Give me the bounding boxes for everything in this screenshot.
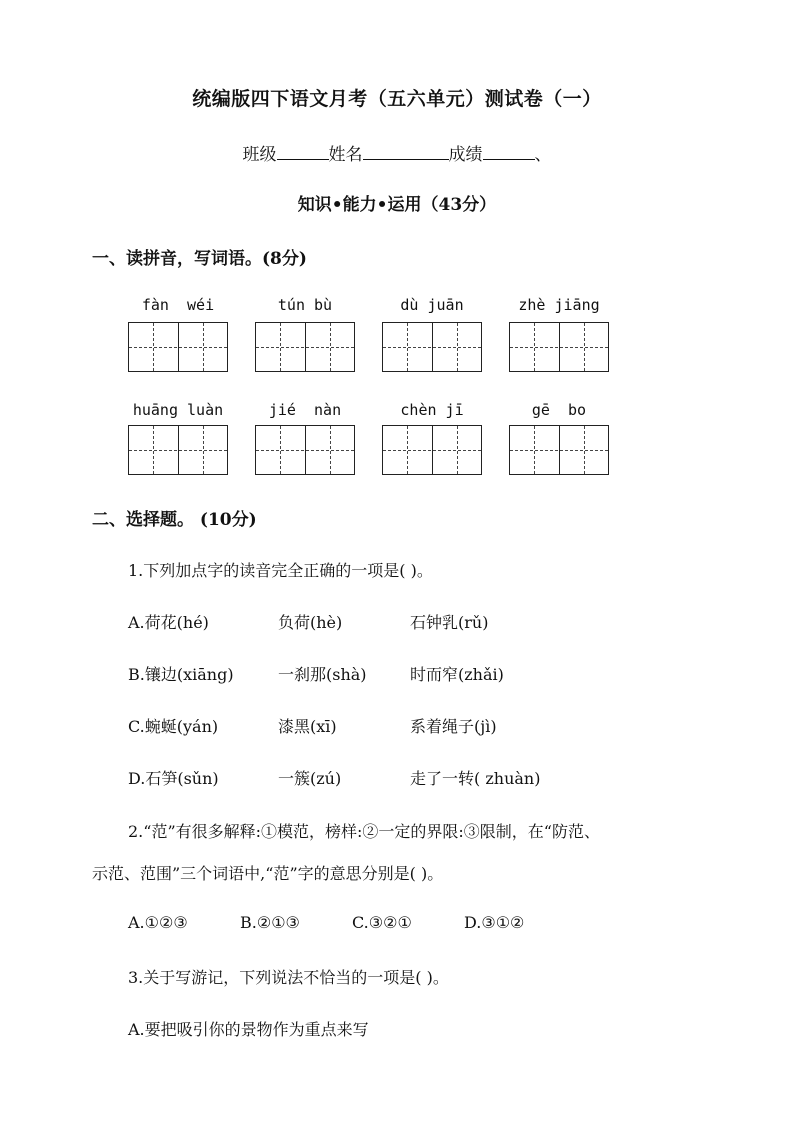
option-a-item-3: 石钟乳(rǔ) [410,613,489,632]
page-title: 统编版四下语文月考（五六单元）测试卷（一） [192,88,602,110]
tian-grid-box[interactable] [509,425,609,475]
question-3-stem: 3.关于写游记，下列说法不恰当的一项是( )。 [128,968,449,987]
question-2-stem-line-2: 示范、范围”三个词语中,“范”字的意思分别是( )。 [92,864,444,883]
class-blank[interactable] [277,143,329,160]
q2-option-d[interactable]: D.③①② [464,913,525,932]
option-c-item-2: 漆黑(xī) [278,717,337,736]
pinyin-label: jié nàn [268,401,342,419]
tian-grid-box[interactable] [128,425,228,475]
tian-grid-box[interactable] [509,322,609,372]
pinyin-row-1 [128,296,618,320]
pinyin-label: tún bù [277,296,333,314]
option-b-item-3: 时而窄(zhǎi) [410,665,504,684]
name-blank[interactable] [363,143,449,160]
tian-grid-box[interactable] [255,322,355,372]
score-label: 成绩 [448,145,483,165]
q2-option-b[interactable]: B.②①③ [240,913,300,932]
section1-heading: 一、读拼音，写词语。(8分) [92,249,307,269]
tian-grid-box[interactable] [255,425,355,475]
option-d-item-2: 一簇(zú) [278,769,342,788]
option-b-item-1[interactable]: B.镶边(xiāng) [128,665,234,684]
question-1-stem: 1.下列加点字的读音完全正确的一项是( )。 [128,561,433,580]
option-b-item-2: 一刹那(shà) [278,665,367,684]
student-info-line [0,140,794,165]
info-tail: 、 [534,145,552,165]
option-a-item-1[interactable]: A.荷花(hé) [128,613,209,632]
pinyin-label: chèn jī [400,401,464,419]
q2-option-a[interactable]: A.①②③ [128,913,188,932]
tian-grid-box[interactable] [128,322,228,372]
pinyin-row-2 [128,401,618,425]
option-c-item-3: 系着绳子(jì) [410,717,497,736]
tian-grid-box[interactable] [382,425,482,475]
option-a-item-2: 负荷(hè) [278,613,343,632]
section-group-title: 知识•能力•运用（43分） [297,195,497,215]
option-d-item-3: 走了一转( zhuàn) [410,769,541,788]
class-label: 班级 [242,145,277,165]
q2-option-c[interactable]: C.③②① [352,913,412,932]
section2-heading: 二、选择题。 (10分) [92,510,257,530]
option-d-item-1[interactable]: D.石笋(sǔn) [128,769,219,788]
q3-option-a[interactable]: A.要把吸引你的景物作为重点来写 [128,1020,369,1039]
pinyin-label: gē bo [531,401,587,419]
pinyin-label: dù juān [400,296,464,314]
question-2-stem-line-1: 2.“范”有很多解释:①模范，榜样:②一定的界限:③限制，在“防范、 [128,822,600,841]
score-blank[interactable] [483,143,535,160]
name-label: 姓名 [328,145,363,165]
pinyin-label: huāng luàn [132,401,224,419]
pinyin-label: zhè jiāng [518,296,600,314]
tian-grid-box[interactable] [382,322,482,372]
option-c-item-1[interactable]: C.蜿蜒(yán) [128,717,219,736]
pinyin-label: fàn wéi [141,296,215,314]
